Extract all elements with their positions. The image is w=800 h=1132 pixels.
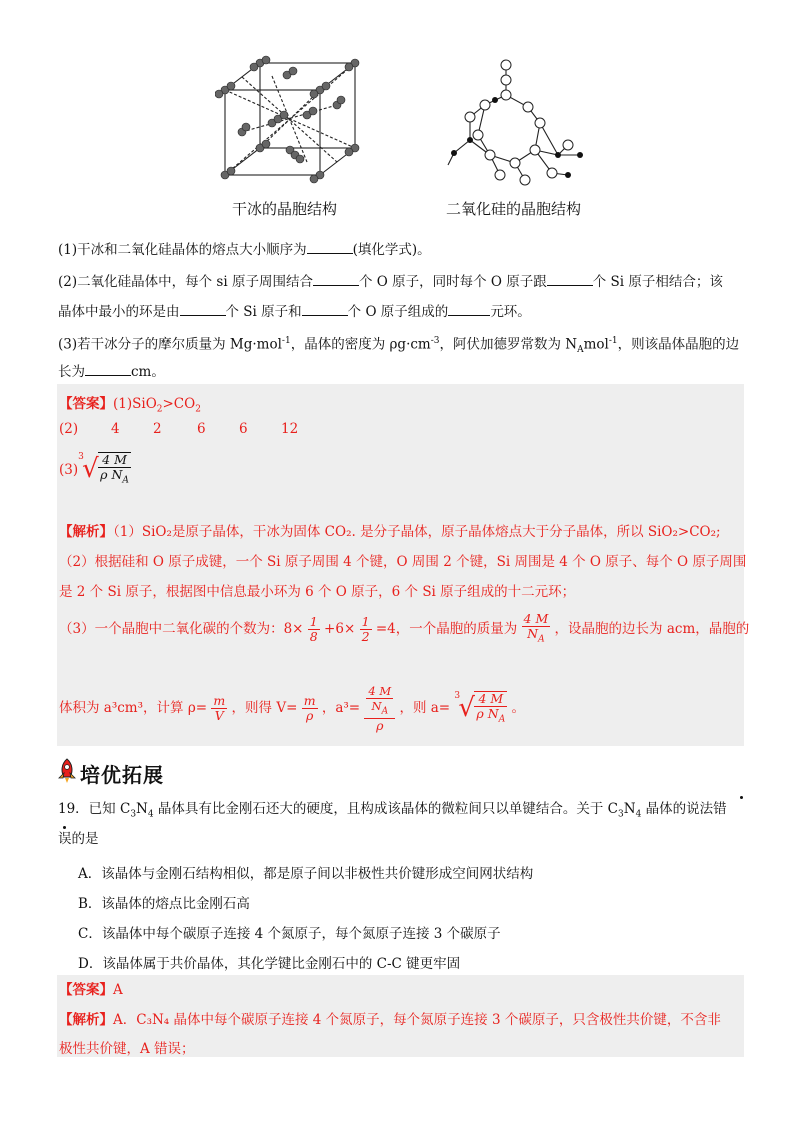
emphasis-dot	[740, 796, 743, 799]
q18-part2-text-d: 晶体中最小的环是由	[58, 304, 180, 320]
answer-text: >CO	[162, 396, 196, 412]
q19-option-a[interactable]: A．该晶体与金刚石结构相似，都是原子间以非极性共价键形成空间网状结构	[78, 866, 534, 882]
answer-blank	[448, 302, 490, 316]
answer-value: 4	[111, 421, 120, 437]
analysis18-line1	[59, 520, 721, 540]
analysis-text: 体积为 a³cm³，计算 ρ=	[59, 700, 208, 717]
subscript: A	[381, 706, 389, 717]
answer-blank	[302, 302, 348, 316]
answer-value: 6	[239, 421, 248, 437]
q19-stem-line2	[58, 830, 99, 848]
answer-value: 2	[153, 421, 162, 437]
fraction-numerator: m	[213, 693, 226, 709]
answer-tag: 【答案】	[59, 982, 113, 998]
fraction-m-over-rho	[302, 694, 318, 723]
analysis-text: 。	[511, 700, 525, 717]
root-index: 3	[78, 452, 84, 462]
analysis18-line3: 是 2 个 Si 原子，根据图中信息最小环为 6 个 O 原子，6 个 Si 原子组成的十二元环；	[59, 584, 576, 600]
analysis19-line2: 极性共价键，A 错误；	[59, 1041, 195, 1057]
emphasis-mark-text: 误	[58, 831, 72, 847]
q18-part3-text-d: mol	[583, 336, 609, 353]
q18-part3-text-g: cm。	[131, 364, 165, 380]
dry-ice-figure	[215, 55, 365, 185]
section-title: 培优拓展	[80, 763, 164, 787]
q18-part2-text-g: 元环。	[490, 304, 531, 320]
q18-part2-line1	[58, 272, 723, 291]
answer-blank	[85, 362, 131, 376]
radical-fraction	[98, 452, 131, 488]
fraction-denominator	[98, 468, 131, 488]
answer-label: (3)	[59, 461, 79, 478]
subscript: A	[122, 475, 129, 486]
subscript: 4	[147, 809, 154, 820]
analysis-text: ，a³=	[321, 700, 361, 717]
answer19-line	[59, 978, 123, 998]
q18-part3-line1	[58, 332, 739, 359]
superscript: -3	[430, 336, 440, 346]
analysis-tag: 【解析】	[59, 1012, 113, 1028]
answer-label: (2)	[59, 421, 79, 437]
fraction-denominator	[522, 627, 551, 647]
q18-part2-text-f: 个 O 原子组成的	[347, 304, 449, 320]
answer-blank	[307, 240, 353, 254]
fraction-numerator: 1	[309, 613, 318, 629]
q19-text: 的是	[71, 831, 99, 847]
fraction-numerator: m	[303, 693, 316, 709]
fraction-denominator	[474, 707, 507, 727]
analysis-text: ，则得 V=	[231, 700, 298, 717]
subscript: 3	[130, 809, 137, 820]
inner-fraction	[366, 684, 393, 718]
emphasis-mark-text: 错	[713, 801, 727, 817]
subscript: 2	[156, 404, 163, 415]
denominator-text: ρ N	[476, 705, 499, 721]
subscript: 3	[618, 809, 624, 820]
rocket-icon	[56, 758, 78, 784]
silica-figure	[440, 55, 590, 190]
q18-part2-text-e: 个 Si 原子和	[225, 304, 302, 320]
q18-part2-text-b: 个 O 原子，同时每个 O 原子跟	[358, 274, 547, 290]
fraction-denominator: ρ	[376, 718, 384, 734]
analysis-text: =4，一个晶胞的质量为	[375, 620, 518, 637]
analysis-text: ，则 a=	[399, 700, 451, 717]
radical-sign: √	[458, 692, 475, 723]
fraction-denominator: 8	[309, 628, 318, 644]
fraction-denominator	[366, 699, 393, 718]
analysis-text: A．C₃N₄ 晶体中每个碳原子连接 4 个氮原子，每个氮原子连接 3 个碳原子，只含极性共价键，不含非	[113, 1012, 721, 1028]
emphasis-dot	[63, 826, 66, 829]
cube-root-expression	[454, 691, 507, 727]
radical-fraction	[474, 691, 507, 727]
fraction-denominator: V	[214, 708, 224, 724]
denominator-text: N	[371, 699, 382, 713]
q18-part2-text: (2)二氧化硅晶体中，每个 si 原子周围结合	[58, 274, 313, 290]
answer-blank	[547, 272, 593, 286]
q18-part2-line2	[58, 302, 531, 321]
q19-text: 晶体的说法	[641, 801, 714, 817]
fraction-numerator: 4 M	[523, 611, 549, 626]
answer-value: 6	[197, 421, 206, 437]
fraction-m-over-v	[211, 694, 227, 723]
answer-text: (1)SiO	[113, 396, 157, 412]
answer-box-19	[57, 975, 744, 1057]
superscript: -1	[281, 336, 291, 346]
denominator-text: ρ N	[100, 467, 123, 482]
answer-value: A	[113, 982, 123, 998]
answer18-line3	[59, 452, 131, 488]
q19-option-c[interactable]: C．该晶体中每个碳原子连接 4 个氮原子，每个氮原子连接 3 个碳原子	[78, 926, 501, 942]
answer-blank	[180, 302, 226, 316]
fraction-denominator: 2	[361, 628, 370, 644]
fraction-numerator: 4 M	[368, 684, 392, 698]
q18-part2-text-c: 个 Si 原子相结合；该	[592, 274, 723, 290]
subscript: 4	[635, 809, 642, 820]
q19-option-b[interactable]: B．该晶体的熔点比金刚石高	[78, 896, 250, 912]
fraction-4m-over-na	[522, 612, 551, 647]
analysis-text: ，设晶胞的边长为 acm，晶胞的	[554, 620, 750, 637]
analysis-text: +6×	[324, 620, 356, 637]
fraction-one-eighth	[308, 615, 320, 644]
answer18-line2	[59, 421, 299, 437]
denominator-text: N	[527, 626, 539, 641]
fraction-numerator	[364, 684, 395, 719]
q19-stem-line1	[58, 800, 727, 824]
analysis-text: （1）SiO₂是原子晶体，干冰为固体 CO₂. 是分子晶体，原子晶体熔点大于分子晶体，所以 SiO₂>CO₂;	[113, 524, 721, 540]
answer-box-18	[57, 384, 750, 746]
superscript: -1	[608, 336, 618, 346]
subscript: A	[498, 714, 506, 725]
fraction-numerator: 4 M	[98, 453, 131, 468]
q19-option-d[interactable]: D．该晶体属于共价晶体，其化学键比金刚石中的 C-C 键更牢固	[78, 956, 461, 972]
fraction-numerator: 4 M	[474, 692, 507, 707]
q18-part1	[58, 240, 431, 259]
analysis-text: （3）一个晶胞中二氧化碳的个数为：8×	[59, 620, 304, 637]
q19-text: N	[623, 801, 636, 817]
q19-text: N	[136, 801, 148, 817]
q18-part3-text-e: ，则该晶体晶胞的边	[617, 336, 740, 353]
subscript: A	[577, 345, 584, 356]
q19-text: 晶体具有比金刚石还大的硬度，且构成该晶体的微粒间只以单键结合。关于 C	[153, 801, 619, 817]
q18-part1-text: (1)干冰和二氧化硅晶体的熔点大小顺序为	[58, 242, 307, 258]
fraction-one-half	[360, 615, 372, 644]
cube-root-expression	[78, 452, 131, 488]
subscript: A	[538, 634, 545, 645]
root-index: 3	[454, 690, 461, 701]
q18-part3-text-b: ，晶体的密度为 ρg·cm	[290, 336, 431, 353]
compound-fraction	[364, 684, 395, 733]
answer-tag: 【答案】	[59, 396, 113, 412]
answer-blank	[313, 272, 359, 286]
analysis-tag: 【解析】	[59, 524, 113, 540]
q18-part1-tail: (填化学式)。	[352, 242, 431, 258]
dry-ice-caption: 干冰的晶胞结构	[232, 200, 338, 218]
answer-value: 12	[281, 421, 299, 437]
radical-sign: √	[82, 454, 99, 484]
analysis19-line1	[59, 1008, 721, 1028]
analysis18-line2: （2）根据硅和 O 原子成键，一个 Si 原子周围 4 个键，O 周围 2 个键，Si 周围是 4 个 O 原子、每个 O 原子周围	[59, 554, 747, 570]
fraction-denominator: ρ	[305, 708, 314, 724]
analysis18-line4	[59, 612, 749, 647]
q18-part3-text: (3)若干冰分子的摩尔质量为 Mg·mol	[58, 336, 282, 353]
q18-part3-text-c: ，阿伏加德罗常数为 N	[439, 336, 578, 353]
subscript: 2	[195, 404, 201, 415]
fraction-numerator: 1	[361, 613, 370, 629]
silica-unit-cell-drawing	[440, 55, 590, 190]
q18-part3-text-f: 长为	[58, 364, 85, 380]
analysis18-line5	[59, 684, 525, 733]
silica-caption: 二氧化硅的晶胞结构	[446, 200, 582, 218]
q18-part3-line2	[58, 362, 165, 381]
answer18-line1	[59, 392, 201, 415]
q19-text: 19．已知 C	[58, 801, 131, 817]
dry-ice-unit-cell-drawing	[215, 55, 365, 185]
